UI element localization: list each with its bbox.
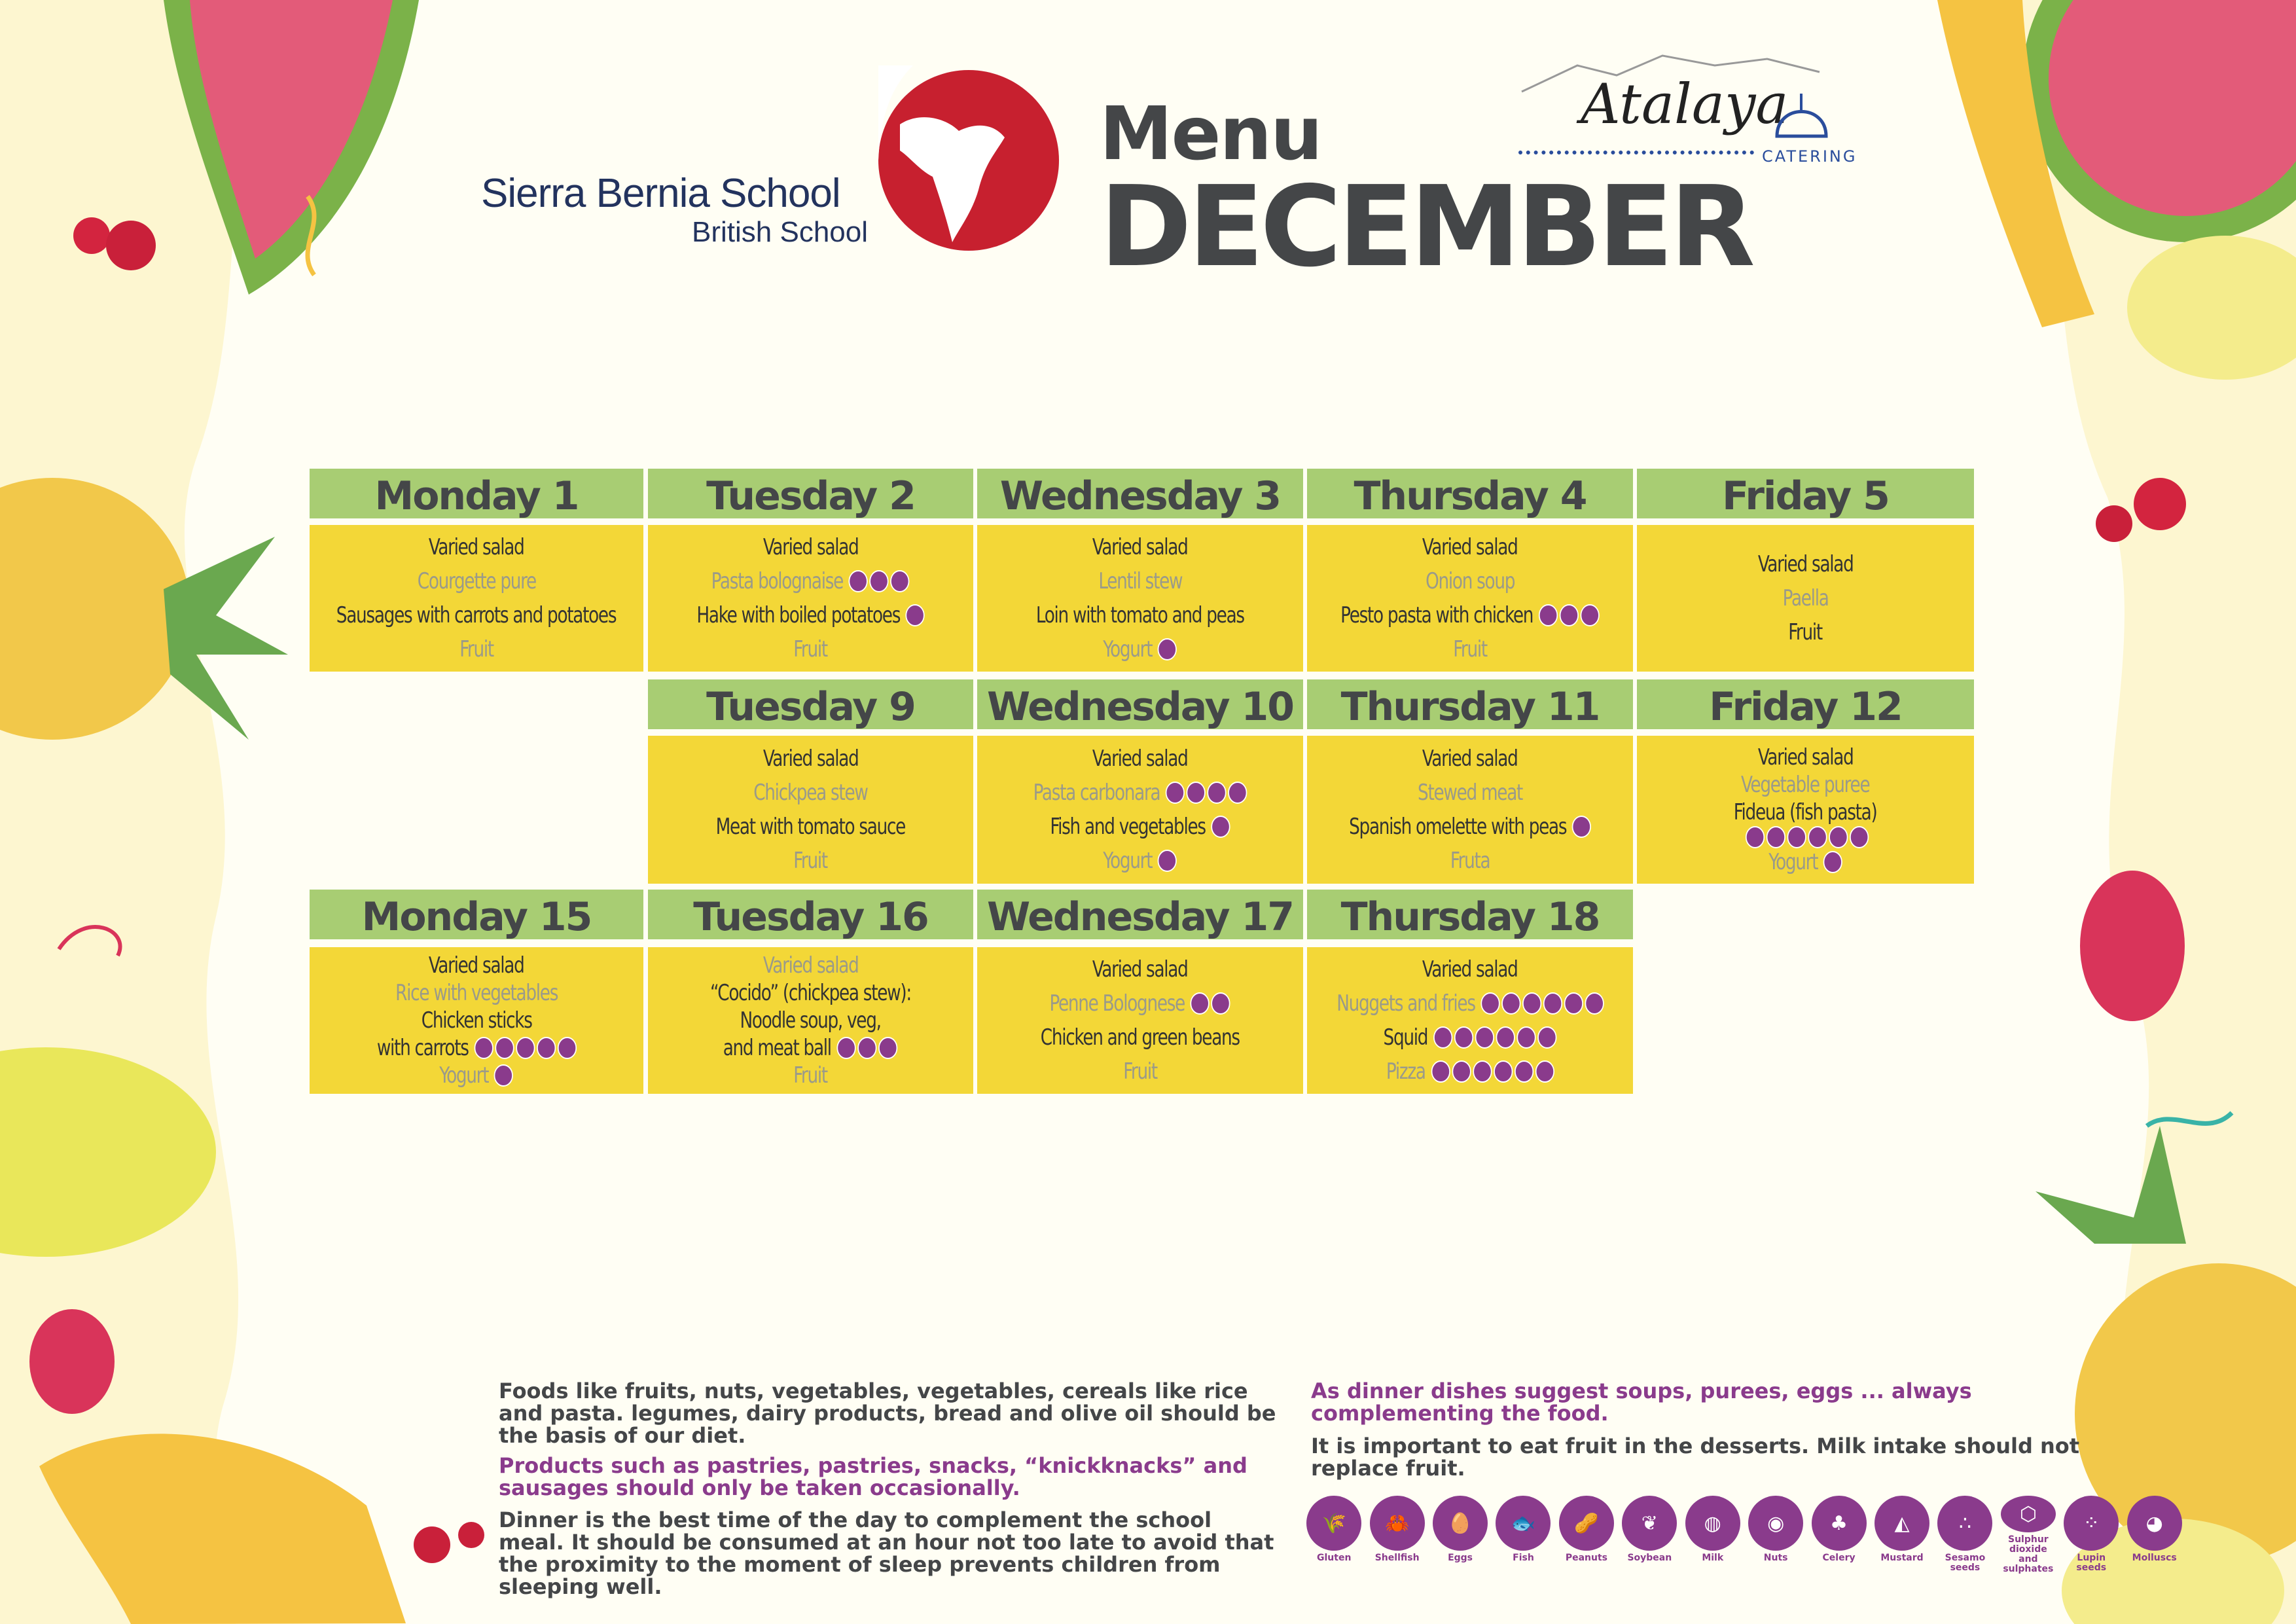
day-menu-cell: [977, 947, 1303, 1094]
dish-line: [1386, 1055, 1554, 1089]
milk-icon: [1516, 1026, 1535, 1049]
dish-line: [429, 530, 524, 564]
month-title: DECEMBER: [1100, 162, 1751, 292]
day-menu-cell: [1307, 947, 1633, 1094]
legend-label: Milk: [1702, 1553, 1724, 1563]
legend-item: [1874, 1496, 1930, 1574]
dish-line: [1758, 547, 1854, 581]
dish-line: [1758, 744, 1854, 771]
legend-item: [1558, 1496, 1615, 1574]
soybean-icon: [879, 1037, 898, 1059]
dish-name: and meat ball: [723, 1035, 832, 1061]
dish-line: [696, 598, 925, 632]
legend-label: Eggs: [1448, 1553, 1473, 1563]
soybean-icon: [536, 1037, 555, 1059]
dish-name: “Cocido” (chickpea stew):: [710, 980, 911, 1006]
dish-name: Varied salad: [762, 534, 859, 560]
day-menu-cell: [1637, 736, 1974, 884]
molluscs-icon: [1850, 826, 1869, 848]
peanuts-icon: 🥜: [1559, 1496, 1614, 1551]
gluten-icon: [1746, 826, 1765, 848]
dish-name: Pesto pasta with chicken: [1340, 602, 1534, 628]
day-header: Thursday 11: [1307, 679, 1633, 729]
legend-item: [1810, 1496, 1867, 1574]
dish-line: [1741, 771, 1869, 799]
dish-name: Yogurt: [1103, 636, 1153, 662]
dish-name: Chicken sticks: [421, 1007, 532, 1034]
dish-line: [1050, 986, 1230, 1020]
fish-icon: [1475, 1026, 1494, 1049]
day-header: Tuesday 9: [648, 679, 973, 729]
eggs-icon: 🥚: [1433, 1496, 1488, 1551]
eggs-icon: [1767, 826, 1785, 848]
legend-label: Sulphur dioxide and sulphates: [2003, 1534, 2054, 1574]
gluten-icon: [1433, 1026, 1452, 1049]
allergen-icons: [1823, 851, 1842, 873]
day-header: Tuesday 16: [648, 890, 973, 939]
milk-icon: [1564, 992, 1583, 1015]
dish-name: Fruit: [793, 848, 828, 874]
dish-line: [1036, 598, 1244, 632]
soybean-icon: [1494, 1060, 1513, 1083]
note-dinner-timing: Dinner is the best time of the day to complement the school meal. It should be consumed at an hour not too late to avoid that the proximity to the moment of sleep prevents children from sleeping well.: [499, 1507, 1274, 1599]
dish-name: Varied salad: [1092, 534, 1188, 560]
day-menu-cell: [1307, 736, 1633, 884]
allergen-icons: [1158, 850, 1177, 872]
note-occasional-foods: Products such as pastries, pastries, snacks, “knickknacks” and sausages should only be taken occasionally.: [499, 1453, 1247, 1500]
dish-name: Loin with tomato and peas: [1036, 602, 1244, 628]
dish-name: Varied salad: [1422, 746, 1518, 772]
allergen-icons: [906, 604, 925, 626]
legend-item: [1306, 1496, 1362, 1574]
milk-icon: [557, 1037, 576, 1059]
legend-label: Nuts: [1763, 1553, 1788, 1563]
dish-line: [716, 810, 906, 844]
legend-item: [1432, 1496, 1488, 1574]
legend-item: [1621, 1496, 1677, 1574]
dish-line: [395, 979, 558, 1007]
legend-item: [2000, 1496, 2056, 1574]
legend-label: Sesamo seeds: [1945, 1553, 1986, 1573]
dish-name: Noodle soup, veg,: [740, 1007, 882, 1034]
dish-line: [1418, 776, 1522, 810]
legend-item: [2126, 1496, 2182, 1574]
dish-name: Yogurt: [1768, 849, 1818, 875]
mustard-icon: ◭: [1874, 1496, 1929, 1551]
dish-name: Spanish omelette with peas: [1348, 814, 1567, 840]
nuts-icon: [1560, 604, 1579, 626]
dish-name: Varied salad: [1092, 956, 1188, 983]
day-menu-cell: [977, 525, 1303, 672]
dish-name: Yogurt: [439, 1062, 489, 1089]
dish-line: [753, 776, 867, 810]
allergen-icons: [1166, 782, 1247, 804]
dish-name: Onion soup: [1425, 568, 1515, 594]
globe-icon: [874, 65, 1064, 255]
dish-line: [336, 598, 616, 632]
dish-name: Varied salad: [1757, 744, 1854, 770]
dish-line: [459, 632, 493, 666]
day-header: Friday 5: [1637, 469, 1974, 518]
milk-icon: [494, 1064, 513, 1087]
allergen-icons: [1746, 826, 1869, 848]
eggs-icon: [1572, 816, 1591, 838]
dish-name: with carrots: [376, 1035, 469, 1061]
dish-name: Pizza: [1386, 1058, 1426, 1085]
day-menu-cell: [310, 525, 643, 672]
dish-line: [417, 564, 535, 598]
dish-line: [1742, 826, 1869, 848]
milk-icon: ◍: [1685, 1496, 1740, 1551]
logo-dots: [1518, 151, 1754, 154]
celery-icon: ♣: [1812, 1496, 1867, 1551]
dish-name: Rice with vegetables: [395, 980, 558, 1006]
legend-label: Lupin seeds: [2076, 1553, 2107, 1573]
dish-name: Meat with tomato sauce: [715, 814, 906, 840]
day-header: Monday 15: [310, 890, 643, 939]
shellfish-icon: [1787, 826, 1806, 848]
dish-line: [711, 564, 910, 598]
legend-item: [1369, 1496, 1425, 1574]
day-header: Thursday 18: [1307, 890, 1633, 939]
lupin-icon: ⁘: [2064, 1496, 2119, 1551]
legend-label: Peanuts: [1565, 1553, 1607, 1563]
allergen-icons: [1191, 992, 1230, 1015]
sulphites-icon: ⬡: [2001, 1496, 2056, 1532]
legend-item: [1495, 1496, 1551, 1574]
milk-icon: [1823, 851, 1842, 873]
gluten-icon: [1480, 992, 1499, 1015]
dish-name: Fruit: [1123, 1058, 1157, 1085]
legend-label: Mustard: [1880, 1553, 1924, 1563]
dish-name: Varied salad: [762, 952, 859, 979]
soybean-icon: ❦: [1622, 1496, 1677, 1551]
dish-name: Penne Bolognese: [1049, 990, 1185, 1017]
dish-name: Vegetable puree: [1741, 772, 1870, 798]
eggs-icon: [1501, 992, 1520, 1015]
nuts-icon: ◉: [1748, 1496, 1803, 1551]
dome-icon: [1770, 90, 1833, 143]
legend-label: Fish: [1513, 1553, 1534, 1563]
fish-icon: 🐟: [1496, 1496, 1551, 1551]
milk-icon: [1158, 850, 1177, 872]
eggs-icon: [858, 1037, 877, 1059]
gluten-icon: [849, 570, 868, 592]
dish-line: [1422, 530, 1518, 564]
day-menu-cell: [977, 736, 1303, 884]
fish-icon: [906, 604, 925, 626]
dish-line: [1103, 632, 1177, 666]
dish-name: Varied salad: [1422, 956, 1518, 983]
mustard-icon: [1537, 1026, 1556, 1049]
soybean-icon: [1580, 604, 1599, 626]
fish-icon: [1808, 826, 1827, 848]
allergen-legend: [1306, 1496, 2183, 1574]
allergen-icons: [837, 1037, 898, 1059]
dish-name: Fruit: [793, 636, 828, 662]
gluten-icon: 🌾: [1306, 1496, 1361, 1551]
dish-name: Fish and vegetables: [1050, 814, 1206, 840]
legend-label: Gluten: [1317, 1553, 1352, 1563]
legend-item: [1685, 1496, 1741, 1574]
catering-name: Atalaya: [1581, 72, 1789, 136]
dish-line: [422, 1007, 532, 1034]
fish-icon: [1473, 1060, 1492, 1083]
catering-subtitle: CATERING: [1762, 147, 1857, 166]
day-header: Wednesday 17: [977, 890, 1303, 939]
day-header: Thursday 4: [1307, 469, 1633, 518]
dish-line: [1092, 742, 1188, 776]
dish-line: [794, 844, 828, 878]
dish-name: Yogurt: [1103, 848, 1153, 874]
allergen-icons: [1539, 604, 1600, 626]
school-name: Sierra Bernia School: [481, 171, 840, 216]
dish-line: [1340, 598, 1599, 632]
catering-logo: [1518, 39, 1857, 170]
day-menu-cell: [1637, 525, 1974, 672]
legend-label: Soybean: [1627, 1553, 1672, 1563]
allergen-icons: [1211, 816, 1230, 838]
dish-name: Varied salad: [1757, 551, 1854, 577]
note-fruit-desserts: It is important to eat fruit in the desserts. Milk intake should not replace fruit.: [1311, 1434, 2080, 1481]
day-header: Wednesday 3: [977, 469, 1303, 518]
soybean-icon: [1211, 992, 1230, 1015]
soybean-icon: [1543, 992, 1562, 1015]
menu-title: Menu: [1100, 92, 1321, 177]
dish-line: [1450, 844, 1490, 878]
day-menu-cell: [310, 947, 643, 1094]
eggs-icon: [1187, 782, 1206, 804]
fish-icon: [1522, 992, 1541, 1015]
dish-line: [763, 742, 859, 776]
school-subtitle: British School: [692, 216, 869, 248]
day-header: Monday 1: [310, 469, 643, 518]
dish-name: Varied salad: [429, 952, 524, 979]
legend-item: [1937, 1496, 1993, 1574]
dish-line: [440, 1062, 514, 1089]
dish-name: Hake with boiled potatoes: [696, 602, 900, 628]
dish-name: Fruit: [793, 1062, 828, 1089]
milk-icon: [1829, 826, 1848, 848]
dish-line: [429, 952, 524, 979]
mustard-icon: [1585, 992, 1604, 1015]
dish-line: [794, 1062, 828, 1089]
dish-name: Nuggets and fries: [1336, 990, 1475, 1017]
day-menu-cell: [648, 525, 973, 672]
gluten-icon: [837, 1037, 856, 1059]
dish-line: [1783, 581, 1829, 615]
day-header: Tuesday 2: [648, 469, 973, 518]
legend-label: Shellfish: [1374, 1553, 1420, 1563]
dish-line: [740, 1007, 881, 1034]
gluten-icon: [1431, 1060, 1450, 1083]
allergen-icons: [1572, 816, 1591, 838]
fish-icon: [516, 1037, 535, 1059]
eggs-icon: [1454, 1026, 1473, 1049]
dish-line: [1734, 799, 1877, 826]
dish-line: [1033, 776, 1247, 810]
note-healthy-foods: Foods like fruits, nuts, vegetables, vegetables, cereals like rice and pasta. legumes, dairy products, bread and olive oil should be the basis of our diet.: [499, 1379, 1276, 1448]
dish-name: Varied salad: [1092, 746, 1188, 772]
dish-line: [1768, 848, 1842, 876]
dish-line: [1384, 1020, 1557, 1055]
day-menu-cell: [1307, 525, 1633, 672]
mustard-icon: [1535, 1060, 1554, 1083]
dish-line: [763, 530, 859, 564]
allergen-icons: [1480, 992, 1604, 1015]
allergen-icons: [494, 1064, 513, 1087]
eggs-icon: [495, 1037, 514, 1059]
dish-line: [1453, 632, 1487, 666]
dish-name: Chickpea stew: [753, 780, 868, 806]
dish-name: Stewed meat: [1417, 780, 1523, 806]
note-dinner-dishes: As dinner dishes suggest soups, purees, eggs ... always complementing the food.: [1311, 1379, 1972, 1426]
dish-name: Fruta: [1450, 848, 1490, 874]
dish-line: [1041, 1020, 1240, 1055]
dish-line: [1092, 530, 1188, 564]
dish-line: [1789, 615, 1823, 649]
dish-name: Fruit: [459, 636, 493, 662]
gluten-icon: [1539, 604, 1558, 626]
school-logo: [481, 62, 1070, 259]
dish-line: [1422, 742, 1518, 776]
allergen-icons: [1433, 1026, 1556, 1049]
milk-icon: [1158, 638, 1177, 660]
dish-line: [377, 1034, 577, 1062]
dish-line: [1103, 844, 1177, 878]
dish-line: [1092, 952, 1188, 986]
day-header: Wednesday 10: [977, 679, 1303, 729]
dish-name: Paella: [1782, 585, 1829, 611]
gluten-icon: [1166, 782, 1185, 804]
day-menu-cell: [648, 736, 973, 884]
dish-line: [1123, 1055, 1157, 1089]
dish-name: Pasta carbonara: [1033, 780, 1160, 806]
dish-name: Varied salad: [762, 746, 859, 772]
allergen-icons: [1431, 1060, 1554, 1083]
dish-name: Fruit: [1788, 619, 1823, 645]
milk-icon: [1514, 1060, 1533, 1083]
soybean-icon: [1496, 1026, 1515, 1049]
day-menu-cell: [648, 947, 973, 1094]
soybean-icon: [1207, 782, 1226, 804]
dish-line: [723, 1034, 898, 1062]
dish-name: Lentil stew: [1098, 568, 1182, 594]
dish-line: [794, 632, 828, 666]
fish-icon: [1211, 816, 1230, 838]
dish-line: [1422, 952, 1518, 986]
dish-name: Fideua (fish pasta): [1734, 799, 1877, 825]
dish-line: [1098, 564, 1182, 598]
dish-line: [1349, 810, 1591, 844]
gluten-icon: [1191, 992, 1210, 1015]
allergen-icons: [1158, 638, 1177, 660]
molluscs-icon: ◕: [2127, 1496, 2182, 1551]
dish-name: Varied salad: [1422, 534, 1518, 560]
shellfish-icon: 🦀: [1370, 1496, 1425, 1551]
dish-line: [763, 952, 859, 979]
legend-label: Molluscs: [2132, 1553, 2177, 1563]
dish-name: Fruit: [1453, 636, 1487, 662]
legend-label: Celery: [1822, 1553, 1856, 1563]
dish-line: [1050, 810, 1230, 844]
allergen-icons: [474, 1037, 577, 1059]
soybean-icon: [891, 570, 910, 592]
milk-icon: [1228, 782, 1247, 804]
eggs-icon: [870, 570, 889, 592]
eggs-icon: [1452, 1060, 1471, 1083]
dish-line: [1426, 564, 1515, 598]
dish-name: Squid: [1383, 1024, 1428, 1051]
dish-line: [710, 979, 911, 1007]
legend-item: [1748, 1496, 1804, 1574]
gluten-icon: [474, 1037, 493, 1059]
dish-line: [1336, 986, 1604, 1020]
legend-item: [2063, 1496, 2119, 1574]
dish-name: Pasta bolognaise: [711, 568, 844, 594]
dish-name: Varied salad: [429, 534, 524, 560]
dish-name: Courgette pure: [417, 568, 536, 594]
dish-name: Sausages with carrots and potatoes: [336, 602, 617, 628]
allergen-icons: [849, 570, 910, 592]
dish-name: Chicken and green beans: [1040, 1024, 1240, 1051]
sesame-icon: ∴: [1937, 1496, 1992, 1551]
day-header: Friday 12: [1637, 679, 1974, 729]
